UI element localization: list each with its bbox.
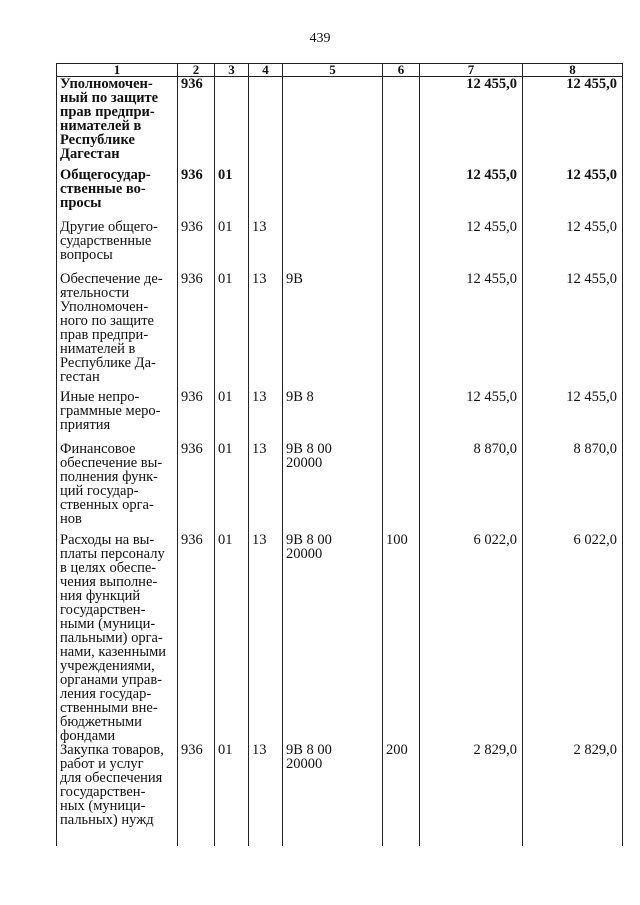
table-cell [249,168,283,220]
row-name-cell: Иные непро- граммные меро- приятия [57,390,178,442]
column-header: 8 [523,64,623,77]
table-cell: 8 870,0 [420,442,523,533]
table-cell: 936 [178,442,215,533]
table-row [57,442,623,533]
table-cell: 936 [178,77,215,168]
table-cell: 936 [178,168,215,220]
table-cell: 13 [249,220,283,272]
table-cell [383,390,420,442]
row-name-cell: Обеспечение де- ятельности Уполномочен- ного по защите прав предпри- нимателей в Республике Да- гестан [57,272,178,390]
column-header: 4 [249,64,283,77]
table-cell [383,442,420,533]
table-cell [383,168,420,220]
table-cell: 2 829,0 [420,743,523,846]
table-cell: 12 455,0 [420,77,523,168]
table-cell: 12 455,0 [523,168,623,220]
table-cell [283,168,383,220]
table-cell: 12 455,0 [420,220,523,272]
row-name-cell: Общегосудар- ственные во- просы [57,168,178,220]
table-cell: 200 [383,743,420,846]
table-cell: 12 455,0 [523,390,623,442]
page-number: 439 [309,31,331,46]
column-header: 5 [283,64,383,77]
row-name-cell: Уполномочен- ный по защите прав предпри- нимателей в Республике Дагестан [57,77,178,168]
column-header: 2 [178,64,215,77]
table-row [57,743,623,846]
table-cell: 12 455,0 [523,272,623,390]
table-cell: 13 [249,743,283,846]
table-cell: 9В [283,272,383,390]
budget-table [56,63,623,846]
table-cell: 936 [178,390,215,442]
table-row [57,220,623,272]
table-row [57,77,623,168]
table-cell: 01 [215,743,249,846]
table-cell: 12 455,0 [420,390,523,442]
table-cell: 01 [215,442,249,533]
row-name-cell: Другие общего- сударственные вопросы [57,220,178,272]
column-header-row [57,64,623,77]
table-cell: 01 [215,168,249,220]
table-row [57,533,623,743]
row-name-cell: Расходы на вы- платы персоналу в целях обеспе- чения выполне- ния функций государствен- ными (муници- пальными) орга- нами, казенными учреждениями, органами управ- ления государ- ственными вне- бюджетными фондами [57,533,178,743]
table-cell: 8 870,0 [523,442,623,533]
table-cell: 12 455,0 [523,77,623,168]
table-cell [383,220,420,272]
column-header: 7 [420,64,523,77]
table-cell: 01 [215,390,249,442]
table-cell: 01 [215,533,249,743]
table-cell: 9В 8 00 20000 [283,442,383,533]
table-cell: 9В 8 00 20000 [283,533,383,743]
table-cell [383,272,420,390]
table-cell: 936 [178,272,215,390]
table-cell: 6 022,0 [420,533,523,743]
table-cell: 13 [249,533,283,743]
table-cell: 936 [178,533,215,743]
table-cell: 12 455,0 [420,272,523,390]
table-cell: 6 022,0 [523,533,623,743]
table-cell: 100 [383,533,420,743]
column-header: 1 [57,64,178,77]
table-cell: 01 [215,220,249,272]
table-cell: 01 [215,272,249,390]
table-cell: 13 [249,390,283,442]
table-cell [383,77,420,168]
column-header: 6 [383,64,420,77]
row-name-cell: Финансовое обеспечение вы- полнения функ- ций государ- ственных орга- нов [57,442,178,533]
table-cell: 12 455,0 [523,220,623,272]
table-cell [283,220,383,272]
table-cell: 13 [249,442,283,533]
table-cell: 2 829,0 [523,743,623,846]
table-row [57,390,623,442]
table-cell: 13 [249,272,283,390]
table-cell: 9В 8 [283,390,383,442]
table-cell: 936 [178,220,215,272]
table-cell: 936 [178,743,215,846]
table-row [57,168,623,220]
table-cell [249,77,283,168]
table-cell [215,77,249,168]
table-row [57,272,623,390]
table-cell: 12 455,0 [420,168,523,220]
table-cell [283,77,383,168]
row-name-cell: Закупка товаров, работ и услуг для обеспечения государствен- ных (муници- пальных) нужд [57,743,178,846]
table-cell: 9В 8 00 20000 [283,743,383,846]
column-header: 3 [215,64,249,77]
